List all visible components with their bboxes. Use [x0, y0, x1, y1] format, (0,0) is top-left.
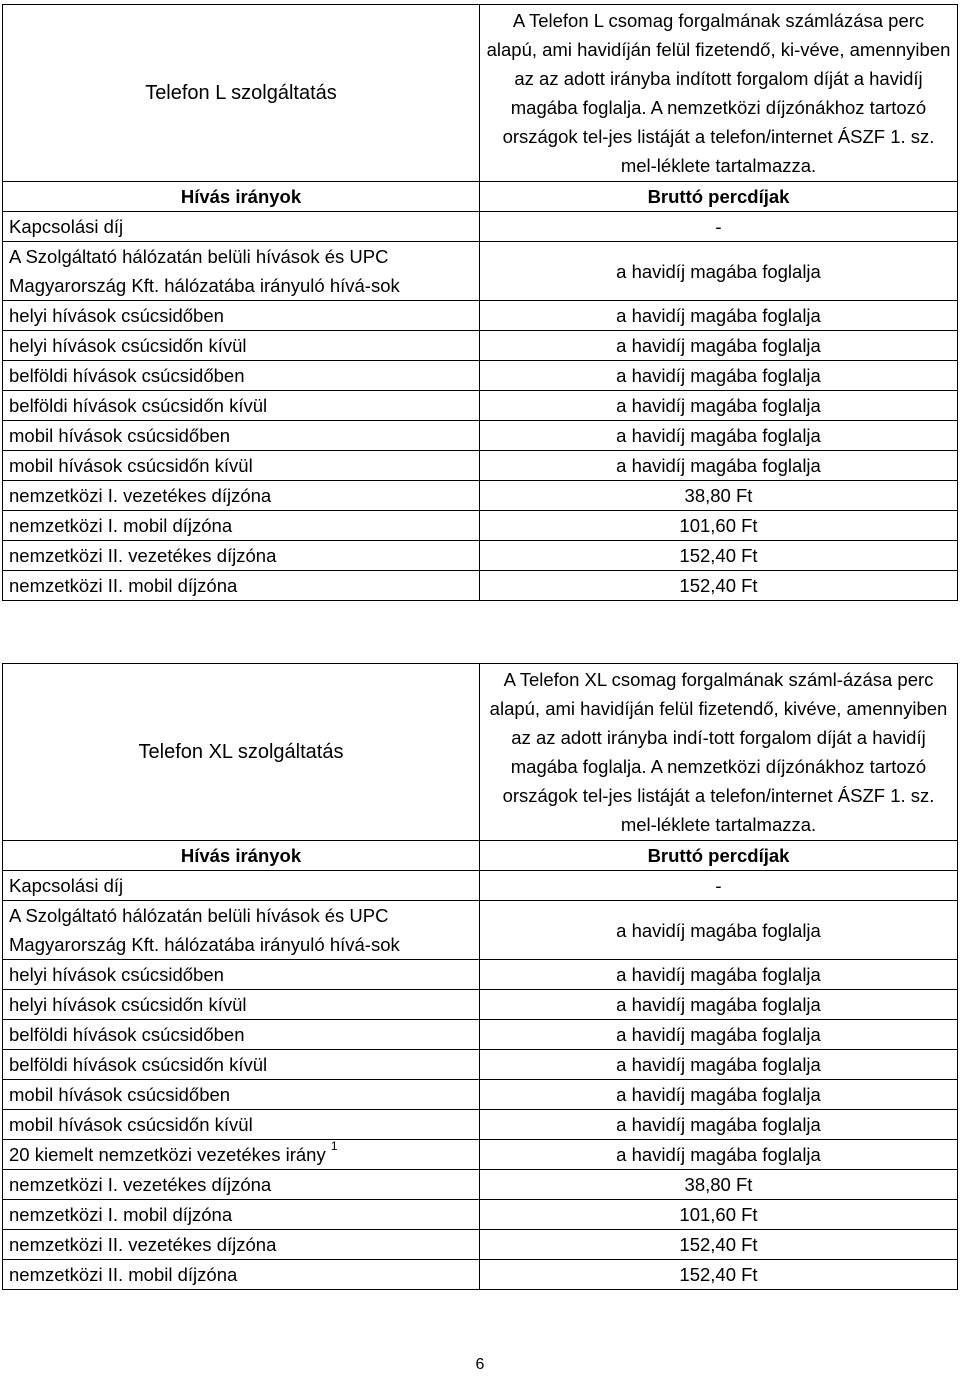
row-label: nemzetközi I. mobil díjzóna	[3, 1200, 480, 1230]
table-row	[3, 481, 958, 511]
row-value: a havidíj magába foglalja	[480, 901, 958, 960]
row-value: a havidíj magába foglalja	[480, 960, 958, 990]
table-row	[3, 361, 958, 391]
row-label: nemzetközi II. vezetékes díjzóna	[3, 541, 480, 571]
column-header-prices: Bruttó percdíjak	[480, 841, 958, 871]
row-label: nemzetközi I. vezetékes díjzóna	[3, 481, 480, 511]
row-value: 152,40 Ft	[480, 571, 958, 601]
row-label: mobil hívások csúcsidőben	[3, 421, 480, 451]
row-label: A Szolgáltató hálózatán belüli hívások és UPC Magyarország Kft. hálózatába irányuló hívá-sok	[3, 242, 480, 301]
row-value: a havidíj magába foglalja	[480, 1140, 958, 1170]
row-value: a havidíj magába foglalja	[480, 990, 958, 1020]
table-row	[3, 1050, 958, 1080]
row-value: 38,80 Ft	[480, 1170, 958, 1200]
row-value: a havidíj magába foglalja	[480, 242, 958, 301]
service-description: A Telefon L csomag forgalmának számlázása perc alapú, ami havidíján felül fizetendő, ki-véve, amennyiben az az adott irányba indított forgalom díját a havidíj magába foglalja. A nemzetközi díjzónákhoz tartozó országok tel-jes listáját a telefon/internet ÁSZF 1. sz. mel-léklete tartalmazza.	[480, 5, 958, 182]
table-row	[3, 1170, 958, 1200]
row-label: A Szolgáltató hálózatán belüli hívások és UPC Magyarország Kft. hálózatába irányuló hívá-sok	[3, 901, 480, 960]
row-value: a havidíj magába foglalja	[480, 1020, 958, 1050]
row-label: mobil hívások csúcsidőn kívül	[3, 451, 480, 481]
column-header-row	[3, 182, 958, 212]
row-label: belföldi hívások csúcsidőben	[3, 1020, 480, 1050]
row-label: helyi hívások csúcsidőn kívül	[3, 331, 480, 361]
row-label: Kapcsolási díj	[3, 871, 480, 901]
row-label: nemzetközi II. vezetékes díjzóna	[3, 1230, 480, 1260]
table-row	[3, 571, 958, 601]
table-row	[3, 1140, 958, 1170]
row-value: -	[480, 871, 958, 901]
row-value: -	[480, 212, 958, 242]
table-row	[3, 331, 958, 361]
row-label: Kapcsolási díj	[3, 212, 480, 242]
service-title: Telefon XL szolgáltatás	[3, 664, 480, 841]
table-row	[3, 960, 958, 990]
service-description: A Telefon XL csomag forgalmának száml-ázása perc alapú, ami havidíján felül fizetendő, kivéve, amennyiben az az adott irányba indí-tott forgalom díját a havidíj magába foglalja. A nemzetközi díjzónákhoz tartozó országok tel-jes listáját a telefon/internet ÁSZF 1. sz. mel-léklete tartalmazza.	[480, 664, 958, 841]
table-row	[3, 871, 958, 901]
row-value: 38,80 Ft	[480, 481, 958, 511]
row-value: a havidíj magába foglalja	[480, 301, 958, 331]
table-row	[3, 451, 958, 481]
footnote-marker: 1	[330, 1139, 338, 1153]
row-label: nemzetközi I. vezetékes díjzóna	[3, 1170, 480, 1200]
service-header-row	[3, 664, 958, 841]
table-row	[3, 242, 958, 301]
table-row	[3, 212, 958, 242]
row-value: a havidíj magába foglalja	[480, 421, 958, 451]
service-title: Telefon L szolgáltatás	[3, 5, 480, 182]
row-label: mobil hívások csúcsidőben	[3, 1080, 480, 1110]
row-label: mobil hívások csúcsidőn kívül	[3, 1110, 480, 1140]
row-value: a havidíj magába foglalja	[480, 451, 958, 481]
row-label: belföldi hívások csúcsidőn kívül	[3, 1050, 480, 1080]
row-value: a havidíj magába foglalja	[480, 1050, 958, 1080]
row-label: belföldi hívások csúcsidőben	[3, 361, 480, 391]
service-header-row	[3, 5, 958, 182]
row-value: a havidíj magába foglalja	[480, 1080, 958, 1110]
row-label: 20 kiemelt nemzetközi vezetékes irány	[9, 1144, 326, 1165]
telefon-l-table	[2, 4, 958, 601]
row-value: 152,40 Ft	[480, 1260, 958, 1290]
row-value: a havidíj magába foglalja	[480, 331, 958, 361]
row-label: nemzetközi II. mobil díjzóna	[3, 571, 480, 601]
table-row	[3, 1080, 958, 1110]
table-row	[3, 1110, 958, 1140]
table-row	[3, 1260, 958, 1290]
row-value: a havidíj magába foglalja	[480, 361, 958, 391]
row-value: 152,40 Ft	[480, 1230, 958, 1260]
telefon-xl-table	[2, 663, 958, 1290]
row-label: helyi hívások csúcsidőn kívül	[3, 990, 480, 1020]
row-label: nemzetközi I. mobil díjzóna	[3, 511, 480, 541]
column-header-directions: Hívás irányok	[3, 182, 480, 212]
row-value: a havidíj magába foglalja	[480, 391, 958, 421]
row-label: nemzetközi II. mobil díjzóna	[3, 1260, 480, 1290]
table-row	[3, 421, 958, 451]
table-row	[3, 301, 958, 331]
row-value: 101,60 Ft	[480, 1200, 958, 1230]
row-value: a havidíj magába foglalja	[480, 1110, 958, 1140]
table-row	[3, 391, 958, 421]
table-row	[3, 541, 958, 571]
column-header-prices: Bruttó percdíjak	[480, 182, 958, 212]
row-label: helyi hívások csúcsidőben	[3, 960, 480, 990]
row-value: 101,60 Ft	[480, 511, 958, 541]
row-label: helyi hívások csúcsidőben	[3, 301, 480, 331]
table-row	[3, 1020, 958, 1050]
table-row	[3, 990, 958, 1020]
row-label-with-footnote	[3, 1140, 480, 1170]
column-header-directions: Hívás irányok	[3, 841, 480, 871]
table-row	[3, 1200, 958, 1230]
row-label: belföldi hívások csúcsidőn kívül	[3, 391, 480, 421]
table-row	[3, 901, 958, 960]
table-row	[3, 1230, 958, 1260]
row-value: 152,40 Ft	[480, 541, 958, 571]
column-header-row	[3, 841, 958, 871]
table-row	[3, 511, 958, 541]
page-number: 6	[475, 1356, 485, 1373]
